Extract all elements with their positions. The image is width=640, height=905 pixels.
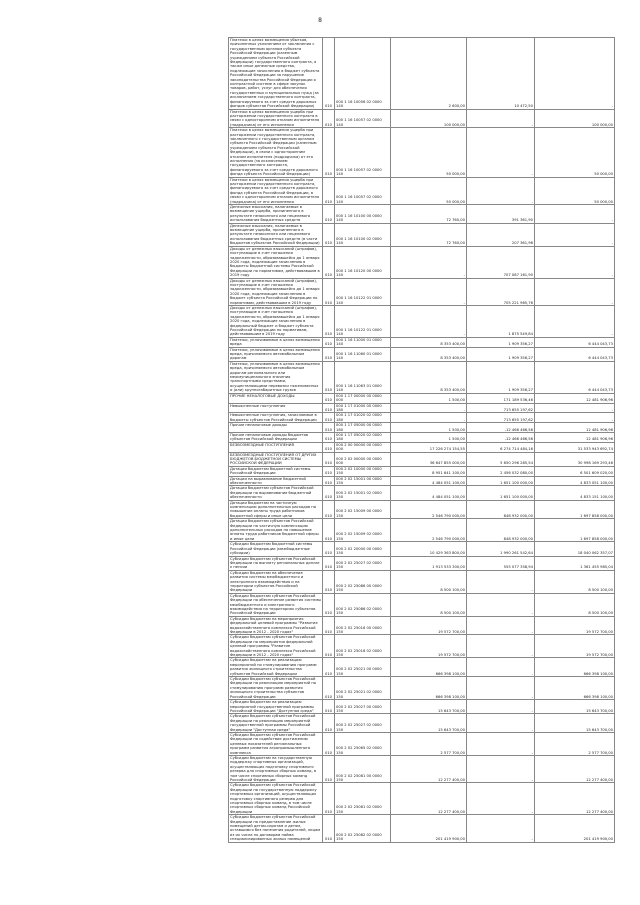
row-name: Дотации бюджетам субъектов Российской Федерации на частичную компенсацию дополнительных расходов на повышение оплаты труда работников бюджетной сферы и иные цели: [229, 519, 323, 542]
row-name: БЕЗВОЗМЕЗДНЫЕ ПОСТУПЛЕНИЯ: [229, 442, 323, 452]
table-row: [229, 593, 615, 616]
row-kbk: 000 2 02 25027 02 0000 150: [335, 714, 391, 733]
row-kbk: 000 1 16 10057 02 0000 140: [335, 128, 391, 177]
row-name: Платежи в целях возмещения ущерба при расторжении государственного контракта, финансируемого за счет средств дорожного фонда субъекта Российской Федерации, в связи с односторонним отказом исполнителя (подрядчика) от его исполнения: [229, 177, 323, 204]
row-left: 6 444 043,73: [535, 361, 615, 393]
row-kbk: 000 1 17 05020 02 0000 180: [335, 432, 391, 442]
row-left: 1 697 858 000,00: [535, 519, 615, 542]
row-done: -: [467, 732, 535, 755]
row-done: -: [467, 783, 535, 815]
table-row: [229, 403, 615, 413]
row-plan: 1 913 533 300,00: [391, 556, 467, 570]
row-plan: 1 500,00: [391, 432, 467, 442]
row-plan: 19 572 700,00: [391, 616, 467, 635]
table-row: [229, 38, 615, 110]
row-code: 010: [323, 658, 335, 677]
row-kbk: 000 1 16 10122 01 0000 140: [335, 278, 391, 305]
row-done: -: [467, 593, 535, 616]
row-left: -: [535, 413, 615, 423]
row-kbk: 000 2 02 25086 02 0000 150: [335, 593, 391, 616]
row-kbk: 000 1 16 10057 02 0000 140: [335, 109, 391, 128]
table-row: [229, 393, 615, 403]
row-kbk: 000 2 02 25021 00 0000 150: [335, 658, 391, 677]
table-row: [229, 500, 615, 519]
row-plan: 36 647 855 000,00: [391, 452, 467, 466]
row-done: -: [467, 658, 535, 677]
row-code: 010: [323, 177, 335, 204]
row-plan: 201 419 900,00: [391, 815, 467, 842]
row-kbk: 000 2 02 25065 02 0000 150: [335, 732, 391, 755]
row-plan: 8 353 400,00: [391, 361, 467, 393]
row-name: Денежные взыскания, налагаемые в возмещение ущерба, причиненного в результате незаконного или нецелевого использования бюджетных средств: [229, 205, 323, 224]
table-row: [229, 452, 615, 466]
row-done: -: [467, 700, 535, 714]
row-plan: 666 398 100,00: [391, 658, 467, 677]
row-kbk: 000 2 02 00000 00 0000 000: [335, 452, 391, 466]
row-code: 010: [323, 423, 335, 433]
table-row: [229, 128, 615, 177]
table-row: [229, 714, 615, 733]
row-done: -: [467, 109, 535, 128]
table-row: [229, 542, 615, 556]
row-left: 15 643 700,00: [535, 714, 615, 733]
row-kbk: 000 2 02 25016 00 0000 150: [335, 616, 391, 635]
row-left: 4 833 151 100,00: [535, 486, 615, 500]
row-code: 010: [323, 476, 335, 486]
row-kbk: 000 2 02 25086 00 0000 150: [335, 570, 391, 593]
table-row: [229, 519, 615, 542]
row-plan: 10 429 363 800,00: [391, 542, 467, 556]
row-name: Платежи, уплачиваемые в целях возмещения вреда, причиняемого автомобильным дорогам: [229, 347, 323, 361]
table-row: [229, 815, 615, 842]
row-left: 19 572 700,00: [535, 616, 615, 635]
row-done: -: [467, 128, 535, 177]
row-code: 010: [323, 278, 335, 305]
table-row: [229, 658, 615, 677]
row-done: 171 189 536,46: [467, 393, 535, 403]
row-done: 705 221 965,76: [467, 278, 535, 305]
row-left: 18 040 062 357,07: [535, 542, 615, 556]
table-row: [229, 413, 615, 423]
row-plan: -: [391, 403, 467, 413]
row-name: Субсидии бюджетам на государственную поддержку спортивных организаций, осуществляющих подготовку спортивного резерва для спортивных сборных команд, в том числе спортивных сборных команд Российской Федерации: [229, 755, 323, 782]
row-name: Субсидии бюджетам субъектов Российской Федерации на реализацию мероприятий по стимулированию программ развития жилищного строительства субъектов Российской Федерации: [229, 677, 323, 700]
row-done: 1 909 356,27: [467, 361, 535, 393]
table-row: [229, 783, 615, 815]
row-left: 1 697 858 000,00: [535, 500, 615, 519]
row-name: Субсидии бюджетам на обеспечение развития системы межбюджетного и электронного взаимодействия и на территории субъектов Российской Федерации: [229, 570, 323, 593]
row-left: 2 577 700,00: [535, 732, 615, 755]
row-plan: 72 760,00: [391, 223, 467, 246]
row-code: 010: [323, 403, 335, 413]
row-left: 31 533 943 692,74: [535, 442, 615, 452]
row-name: Доходы от денежных взысканий (штрафов), поступающие в счет погашения задолженности, образовавшейся до 1 января 2020 года, подлежащие зачислению в бюджет субъекта Российской Федерации по нормативам, действовавшим в 2019 году: [229, 278, 323, 305]
row-done: 1 651 100 000,00: [467, 476, 535, 486]
row-kbk: 000 2 02 25081 02 0000 150: [335, 783, 391, 815]
row-left: -: [535, 403, 615, 413]
row-code: 010: [323, 556, 335, 570]
row-code: 010: [323, 466, 335, 476]
table-row: [229, 337, 615, 347]
row-done: -: [467, 815, 535, 842]
row-plan: 17 226 274 154,55: [391, 442, 467, 452]
row-code: 010: [323, 783, 335, 815]
row-left: 12 481 906,96: [535, 432, 615, 442]
row-left: 12 481 906,96: [535, 423, 615, 433]
row-left: 666 398 100,00: [535, 677, 615, 700]
row-code: 010: [323, 432, 335, 442]
row-code: 010: [323, 246, 335, 278]
row-left: 12 277 400,00: [535, 783, 615, 815]
row-name: Субсидии бюджетам субъектов Российской Федерации на государственную поддержку спортивных организаций, осуществляющих подготовку спортивного резерва для спортивных сборных команд, в том числе спортивных сборных команд Российской Федерации: [229, 783, 323, 815]
row-done: 391 361,90: [467, 205, 535, 224]
row-plan: -: [391, 305, 467, 337]
row-left: -: [535, 223, 615, 246]
row-code: 010: [323, 38, 335, 110]
row-left: -: [535, 305, 615, 337]
row-done: 1 875 549,84: [467, 305, 535, 337]
row-code: 010: [323, 347, 335, 361]
row-code: 010: [323, 700, 335, 714]
row-left: 8 500 100,00: [535, 570, 615, 593]
row-done: -: [467, 570, 535, 593]
table-row: [229, 109, 615, 128]
row-code: 010: [323, 519, 335, 542]
row-kbk: 000 1 16 10122 01 0000 140: [335, 305, 391, 337]
row-name: Дотации на выравнивание бюджетной обеспеченности: [229, 476, 323, 486]
row-code: 010: [323, 452, 335, 466]
row-name: Платежи, уплачиваемые в целях возмещения вреда: [229, 337, 323, 347]
row-kbk: 000 2 02 25027 00 0000 150: [335, 700, 391, 714]
row-done: -: [467, 177, 535, 204]
row-done: 1 990 261 542,64: [467, 542, 535, 556]
row-plan: 8 353 400,00: [391, 337, 467, 347]
table-row: [229, 476, 615, 486]
row-done: 1 651 100 000,00: [467, 486, 535, 500]
row-name: Прочие неналоговые доходы: [229, 423, 323, 433]
row-done: 555 077 358,94: [467, 556, 535, 570]
row-plan: 4 484 051 100,00: [391, 486, 467, 500]
row-left: -: [535, 38, 615, 110]
row-left: 666 398 100,00: [535, 658, 615, 677]
row-plan: 2 600,00: [391, 38, 467, 110]
row-name: Невыясненные поступления, зачисляемые в бюджеты субъектов Российской Федерации: [229, 413, 323, 423]
row-plan: 8 353 400,00: [391, 347, 467, 361]
row-name: Субсидии бюджетам субъектов Российской Федерации на предоставление жилых помещений детям-сиротам и детям, оставшимся без попечения родителей, лицам из их числа по договорам найма специализированных жилых помещений: [229, 815, 323, 842]
row-name: Платежи в целях возмещения ущерба при расторжении государственного контракта в связи с односторонним отказом исполнителя (подрядчика) от его исполнения: [229, 109, 323, 128]
row-left: 1 361 455 985,04: [535, 556, 615, 570]
row-plan: 12 277 400,00: [391, 755, 467, 782]
row-plan: 2 546 790 000,00: [391, 500, 467, 519]
row-name: Субсидии бюджетам на мероприятия федеральной целевой программы "Развитие водохозяйственного комплекса Российской Федерации в 2012 - 2020 годах": [229, 616, 323, 635]
row-code: 010: [323, 205, 335, 224]
row-done: 2 456 032 080,00: [467, 466, 535, 476]
row-code: 010: [323, 223, 335, 246]
row-kbk: 000 1 17 00000 00 0000 000: [335, 393, 391, 403]
row-code: 010: [323, 500, 335, 519]
row-code: 010: [323, 413, 335, 423]
page-number: 8: [318, 17, 322, 24]
row-name: Дотации бюджетам бюджетной системы Российской Федерации: [229, 466, 323, 476]
row-name: Дотации бюджетам на частичную компенсацию дополнительных расходов на повышение оплаты труда работников бюджетной сферы и иные цели: [229, 500, 323, 519]
row-done: -: [467, 755, 535, 782]
row-plan: 50 000,00: [391, 177, 467, 204]
row-left: -: [535, 205, 615, 224]
table-row: [229, 177, 615, 204]
row-done: 848 932 000,00: [467, 519, 535, 542]
row-name: Субсидии бюджетам субъектов Российской Федерации на обеспечение развития системы межбюджетного и электронного взаимодействия на территориях субъектов Российской Федерации: [230, 593, 322, 616]
row-plan: 8 500 100,00: [391, 593, 467, 616]
row-name: ПРОЧИЕ НЕНАЛОГОВЫЕ ДОХОДЫ: [229, 393, 323, 403]
row-kbk: 000 1 17 01000 00 0000 180: [335, 403, 391, 413]
row-code: 010: [323, 815, 335, 842]
row-name: Денежные взыскания, налагаемые в возмещение ущерба, причиненного в результате незаконного или нецелевого использования бюджетных средств (в части бюджетов субъектов Российской Федерации): [229, 223, 323, 246]
row-done: 713 655 197,62: [467, 403, 535, 413]
row-kbk: 000 2 02 25081 00 0000 150: [335, 755, 391, 782]
row-plan: -: [391, 246, 467, 278]
row-left: 201 419 900,00: [535, 815, 615, 842]
row-done: -12 466 466,56: [467, 423, 535, 433]
row-done: -: [467, 714, 535, 733]
row-kbk: 000 1 16 11060 01 0000 140: [335, 347, 391, 361]
table-row: [229, 635, 615, 658]
table-row: [229, 205, 615, 224]
row-done: 713 655 197,62: [467, 413, 535, 423]
row-plan: 15 643 700,00: [391, 700, 467, 714]
row-code: 010: [323, 677, 335, 700]
row-name: Субсидии бюджетам на реализацию мероприятий государственной программы Российской Федерации "Доступная среда": [229, 700, 323, 714]
row-done: -: [467, 677, 535, 700]
row-name: Субсидии бюджетам бюджетной системы Российской Федерации (межбюджетные субсидии): [229, 542, 323, 556]
row-kbk: 000 2 02 15001 02 0000 150: [335, 486, 391, 500]
row-plan: 8 951 641 100,00: [391, 466, 467, 476]
row-name: Субсидии бюджетам субъектов Российской Федерации на содействие достижению целевых показателей региональных программ развития агропромышленного комплекса: [229, 732, 323, 755]
row-kbk: 000 1 16 10056 02 0000 140: [335, 38, 391, 110]
row-done: 5 650 296 285,54: [467, 452, 535, 466]
row-plan: 666 398 100,00: [391, 677, 467, 700]
table-row: [229, 677, 615, 700]
row-kbk: 000 2 02 25082 02 0000 150: [335, 815, 391, 842]
row-left: 6 444 043,73: [535, 337, 615, 347]
row-plan: 2 577 700,00: [391, 732, 467, 755]
row-left: 4 833 051 100,00: [535, 476, 615, 486]
row-code: 010: [323, 393, 335, 403]
table-row: [229, 486, 615, 500]
row-plan: 12 277 400,00: [391, 783, 467, 815]
row-name: Платежи, уплачиваемые в целях возмещения вреда, причиняемого автомобильным дорогам регионального или межмуниципального значения транспортными средствами, осуществляющими перевозки тяжеловесных и (или) крупногабаритных грузов: [229, 361, 323, 393]
row-kbk: 000 2 02 15009 02 0000 150: [335, 519, 391, 542]
row-code: 010: [323, 361, 335, 393]
row-code: 010: [323, 542, 335, 556]
row-left: 6 444 043,73: [535, 347, 615, 361]
row-name: Субсидии бюджетам субъектов Российской Федерации на реализацию мероприятий государственной программы Российской Федерации "Доступная среда": [229, 714, 323, 733]
row-done: 707 087 161,90: [467, 246, 535, 278]
table-row: [229, 755, 615, 782]
row-done: -: [467, 635, 535, 658]
row-done: 1 909 356,27: [467, 347, 535, 361]
row-code: 010: [323, 635, 335, 658]
row-plan: 4 484 051 100,00: [391, 476, 467, 486]
row-name: Субсидии бюджетам на реализацию мероприятий по стимулированию программ развития жилищного строительства субъектов Российской Федерации: [229, 658, 323, 677]
row-name: Доходы от денежных взысканий (штрафов), поступающие в счет погашения задолженности, образовавшейся до 1 января 2020 года, подлежащие зачислению в федеральный бюджет и бюджет субъекта Российской Федерации по нормативам, действовавшим в 2019 году: [229, 305, 323, 337]
row-name: БЕЗВОЗМЕЗДНЫЕ ПОСТУПЛЕНИЯ ОТ ДРУГИХ БЮДЖЕТОВ БЮДЖЕТНОЙ СИСТЕМЫ РОССИЙСКОЙ ФЕДЕРАЦИИ: [229, 452, 323, 466]
table-row: [229, 442, 615, 452]
row-name: Платежи в целях возмещения ущерба при расторжении государственного контракта, заключенного с государственным органом субъекта Российской Федерации (казенным учреждением субъекта Российской Федерации), в связи с односторонним отказом исполнителя (подрядчика) от его исполнения (за исключением государственного контракта, финансируемого за счет средств дорожного фонда субъекта Российской Федерации): [229, 128, 323, 177]
table-row: [229, 570, 615, 593]
row-left: -: [535, 278, 615, 305]
row-left: 12 481 906,96: [535, 393, 615, 403]
table-row: [229, 556, 615, 570]
row-left: 8 500 100,00: [535, 593, 615, 616]
row-left: -: [535, 246, 615, 278]
table-row: [229, 278, 615, 305]
row-kbk: 000 1 16 10057 02 0000 140: [335, 177, 391, 204]
row-code: 010: [323, 486, 335, 500]
row-code: 010: [323, 305, 335, 337]
row-kbk: 000 1 16 11063 01 0000 140: [335, 361, 391, 393]
row-kbk: 000 2 02 25021 02 0000 150: [335, 677, 391, 700]
row-code: 010: [323, 337, 335, 347]
row-plan: -: [391, 413, 467, 423]
row-left: 100 000,00: [535, 109, 615, 128]
row-kbk: 000 1 16 11000 01 0000 140: [335, 337, 391, 347]
row-kbk: 000 1 16 10100 00 0000 140: [335, 205, 391, 224]
row-done: 1 909 356,27: [467, 337, 535, 347]
row-code: 010: [323, 616, 335, 635]
row-name: Платежи в целях возмещения убытков, причиненных уклонением от заключения с государственным органом субъекта Российской Федерации (казенным учреждением субъекта Российской Федерации) государственного контракта, а также иные денежные средства, подлежащие зачислению в бюджет субъекта Российской Федерации за нарушение законодательства Российской Федерации о контрактной системе в сфере закупок товаров, работ, услуг для обеспечения государственных и муниципальных нужд (за исключением государственного контракта, финансируемого за счет средств дорожных фондов субъектов Российской Федерации): [229, 38, 323, 110]
row-code: 010: [323, 755, 335, 782]
row-name: Доходы от денежных взысканий (штрафов), поступающие в счет погашения задолженности, образовавшейся до 1 января 2020 года, подлежащие зачислению в бюджеты бюджетной системы Российской Федерации по нормативам, действовавшим в 2019 году: [229, 246, 323, 278]
row-left: 6 501 609 020,00: [535, 466, 615, 476]
row-done: -: [467, 616, 535, 635]
row-plan: 1 500,00: [391, 393, 467, 403]
revenue-table: [228, 37, 615, 843]
table-row: [229, 223, 615, 246]
table-row: [229, 732, 615, 755]
row-left: 30 998 169 293,46: [535, 452, 615, 466]
row-kbk: 000 2 00 00000 00 0000 000: [335, 442, 391, 452]
table-row: [229, 466, 615, 476]
row-plan: 50 000,00: [391, 128, 467, 177]
row-code: 010: [323, 128, 335, 177]
row-done: 6 274 714 484,16: [467, 442, 535, 452]
row-plan: 2 546 790 000,00: [391, 519, 467, 542]
row-kbk: 000 2 02 25016 02 0000 150: [335, 635, 391, 658]
row-kbk: 000 2 02 15001 00 0000 150: [335, 476, 391, 486]
row-plan: -: [391, 278, 467, 305]
row-left: 50 000,00: [535, 177, 615, 204]
row-code: 010: [323, 570, 335, 593]
table-row: [229, 700, 615, 714]
row-kbk: 000 2 02 10000 00 0000 150: [335, 466, 391, 476]
row-name: Дотации бюджетам субъектов Российской Федерации на выравнивание бюджетной обеспеченности: [229, 486, 323, 500]
table-row: [229, 246, 615, 278]
row-left: 15 643 700,00: [535, 700, 615, 714]
row-left: 50 000,00: [535, 128, 615, 177]
row-kbk: 000 2 02 25027 02 0000 150: [335, 556, 391, 570]
row-done: 848 932 000,00: [467, 500, 535, 519]
row-code: 010: [323, 732, 335, 755]
table-row: [229, 305, 615, 337]
table-row: [229, 616, 615, 635]
row-code: 010: [323, 714, 335, 733]
row-name: Субсидии бюджетам субъектов Российской Федерации на мероприятия федеральной целевой программы "Развитие водохозяйственного комплекса Российской Федерации в 2012 - 2020 годах": [229, 635, 323, 658]
table-row: [229, 423, 615, 433]
row-plan: 1 500,00: [391, 423, 467, 433]
row-plan: 72 760,00: [391, 205, 467, 224]
row-name: Прочие неналоговые доходы бюджетов субъектов Российской Федерации: [229, 432, 323, 442]
row-kbk: 000 1 16 10120 00 0000 140: [335, 246, 391, 278]
row-code: 010: [323, 109, 335, 128]
table-row: [229, 347, 615, 361]
row-kbk: 000 1 17 05000 00 0000 180: [335, 423, 391, 433]
row-plan: 19 572 700,00: [391, 635, 467, 658]
row-left: 12 277 400,00: [535, 755, 615, 782]
row-name: Субсидии бюджетам субъектов Российской Федерации на выплату региональных доплат к пенсии: [229, 556, 323, 570]
row-done: -12 466 466,56: [467, 432, 535, 442]
row-kbk: 000 1 17 01020 02 0000 180: [335, 413, 391, 423]
row-left: 19 572 700,00: [535, 635, 615, 658]
table-row: [229, 432, 615, 442]
row-done: 10 472,50: [467, 38, 535, 110]
row-done: 207 361,96: [467, 223, 535, 246]
row-plan: 100 000,00: [391, 109, 467, 128]
row-kbk: 000 2 02 15009 00 0000 150: [335, 500, 391, 519]
row-plan: 8 500 100,00: [391, 570, 467, 593]
table-row: [229, 361, 615, 393]
row-code: 010: [323, 593, 335, 616]
row-plan: 15 643 700,00: [391, 714, 467, 733]
row-kbk: 000 2 02 20000 00 0000 150: [335, 542, 391, 556]
row-name: Невыясненные поступления: [229, 403, 323, 413]
row-code: 010: [323, 442, 335, 452]
row-kbk: 000 1 16 10100 02 0000 140: [335, 223, 391, 246]
revenue-table-body: [229, 38, 615, 843]
